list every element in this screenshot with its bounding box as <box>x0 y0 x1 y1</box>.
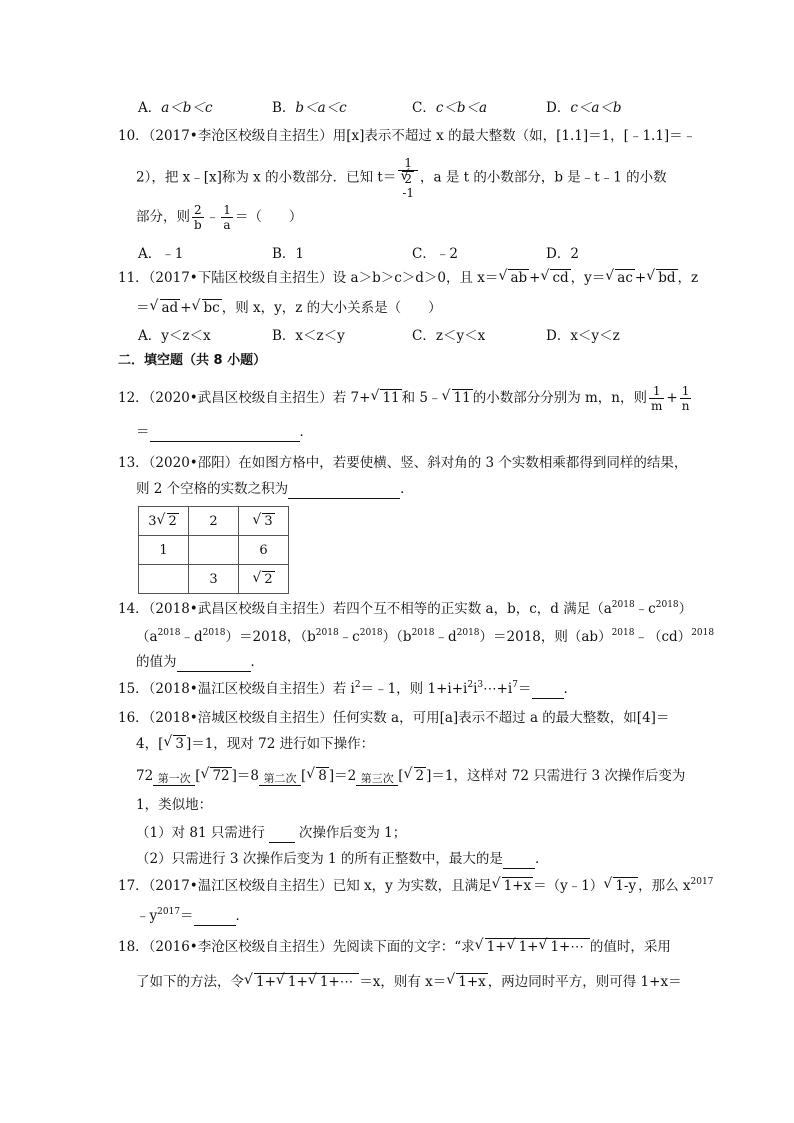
q16-line-2: 4，[√ 3 ]＝1，现对 72 进行如下操作： <box>136 734 374 754</box>
q9-option-b: B．b＜a＜c <box>272 100 347 116</box>
q9-option-c: C．c＜b＜a <box>412 100 488 116</box>
q10-option-d: D．2 <box>546 246 579 262</box>
grid-cell: √ 2 <box>239 565 289 594</box>
q13-answer-blank[interactable] <box>288 482 400 499</box>
grid-cell: 6 <box>239 536 289 565</box>
q17-line-2: $﹣y^{2017}=$ ． <box>136 907 250 924</box>
q16-line-3: 72 第一次 [√ 72 ]＝8 第二次 [√ 8 ]＝2 第三次 [√ 2 ]＝1，这样对 72 只需进行 3 次操作后变为 <box>136 766 685 786</box>
q16-answer-blank-2[interactable] <box>503 852 535 869</box>
grid-cell: 2 <box>189 507 239 536</box>
q13-line-1: 13．（2020•邵阳）在如图方格中，若要使横、竖、斜对角的 3 个实数相乘都得到同样的结果， <box>118 455 688 471</box>
q12-line-1: 12．（2020•武昌区校级自主招生）若 7+√ 11 和 5﹣√ 11 的小数部分分别为 m，n，则 $\frac{1}{m}$ + $\frac{1}{n}$ <box>118 384 693 413</box>
q10-line-3: 部分，则 $\frac{2}{b}$ ﹣ $\frac{1}{a}$ ＝（ ） <box>136 203 303 232</box>
q12-line-2: ＝ ． <box>136 424 313 440</box>
grid-cell: 1 <box>139 536 189 565</box>
q10-line-1: 10．（2017•李沧区校级自主招生）用[x]表示不超过 x 的最大整数（如，[1.1]＝1，[﹣1.1]＝﹣ <box>118 128 697 144</box>
q9-option-d: D．c＜a＜b <box>546 100 622 116</box>
q10-line-2: 2），把 x﹣[x]称为 x 的小数部分．已知 t＝ 1 √ 2 -1 ，a 是 t 的小数部分，b 是﹣t﹣1 的小数 <box>136 156 667 200</box>
q17-line-1: 17．（2017•温江区校级自主招生）已知 x，y 为实数，且满足√ 1+x ＝（y﹣1）√ 1-y ，那么 $x^{2017}$ <box>118 876 713 896</box>
q11-option-a: A．y＜z＜x <box>138 328 211 344</box>
q11-option-b: B．x＜z＜y <box>272 328 345 344</box>
grid-cell: √ 3 <box>239 507 289 536</box>
q17-answer-blank[interactable] <box>194 909 236 926</box>
q12-answer-blank[interactable] <box>150 425 300 442</box>
q11-line-2: ＝√ ad +√ bc ，则 x，y，z 的大小关系是（ ） <box>136 298 442 318</box>
q10-t-fraction: 1 √ 2 -1 <box>398 156 418 200</box>
section-heading: 二．填空题（共 8 小题） <box>118 353 267 368</box>
grid-cell: 3 <box>189 565 239 594</box>
q16-line-5: （1）对 81 只需进行 次操作后变为 1； <box>136 825 407 841</box>
grid-cell-empty <box>189 536 239 565</box>
q11-option-c: C．z＜y＜x <box>412 328 486 344</box>
q11-option-d: D．x＜y＜z <box>546 328 620 344</box>
grid-cell: 3√ 2 <box>139 507 189 536</box>
q9-option-a: A．a＜b＜c <box>138 100 213 116</box>
q14-line-3: 的值为 ． <box>136 654 264 670</box>
q14-line-2: $(a^{2018}﹣d^{2018})=2018$，$(b^{2018}﹣c^{2018})(b^{2018}﹣d^{2018})=2018$，则（ab）$^{2018}$﹣（cd）$^{2018}$ <box>136 628 715 645</box>
q13-grid <box>138 506 289 594</box>
q10-option-b: B．1 <box>272 246 305 262</box>
q18-line-2: 了如下的方法，令√ 1+√ 1+√ 1+⋯ ＝x，则有 x＝√ 1+x ，两边同时平方，则可得 1+x＝ <box>136 972 682 992</box>
q16-line-1: 16．（2018•涪城区校级自主招生）任何实数 a，可用[a]表示不超过 a 的最大整数，如[4]＝ <box>118 710 670 726</box>
q14-answer-blank[interactable] <box>177 655 251 672</box>
q18-line-1: 18．（2016•李沧区校级自主招生）先阅读下面的文字：“求√ 1+√ 1+√ 1+⋯ 的值时，采用 <box>118 937 671 957</box>
q16-line-6: （2）只需进行 3 次操作后变为 1 的所有正整数中，最大的是 ． <box>136 851 549 867</box>
q15-answer-blank[interactable] <box>532 682 564 699</box>
q15-line-1: 15．（2018•温江区校级自主招生）若 $i^2=﹣1$，则 $1+i+i^2i^3\cdots+i^7=$ ． <box>118 680 577 697</box>
q11-line-1: 11．（2017•下陆区校级自主招生）设 a＞b＞c＞d＞0，且 x＝√ ab +√ cd ，y＝√ ac +√ bd ，z <box>118 268 698 288</box>
q14-line-1: 14．（2018•武昌区校级自主招生）若四个互不相等的正实数 a，b，c，d 满足$(a^{2018}﹣c^{2018})$ <box>118 600 693 617</box>
q16-answer-blank-1[interactable] <box>269 826 295 843</box>
q16-line-4: 1，类似地： <box>136 797 213 813</box>
q10-option-c: C．﹣2 <box>412 246 458 262</box>
q10-option-a: A．﹣1 <box>138 246 184 262</box>
q13-line-2: 则 2 个空格的实数之积为 ． <box>136 481 414 497</box>
grid-cell-empty <box>139 565 189 594</box>
